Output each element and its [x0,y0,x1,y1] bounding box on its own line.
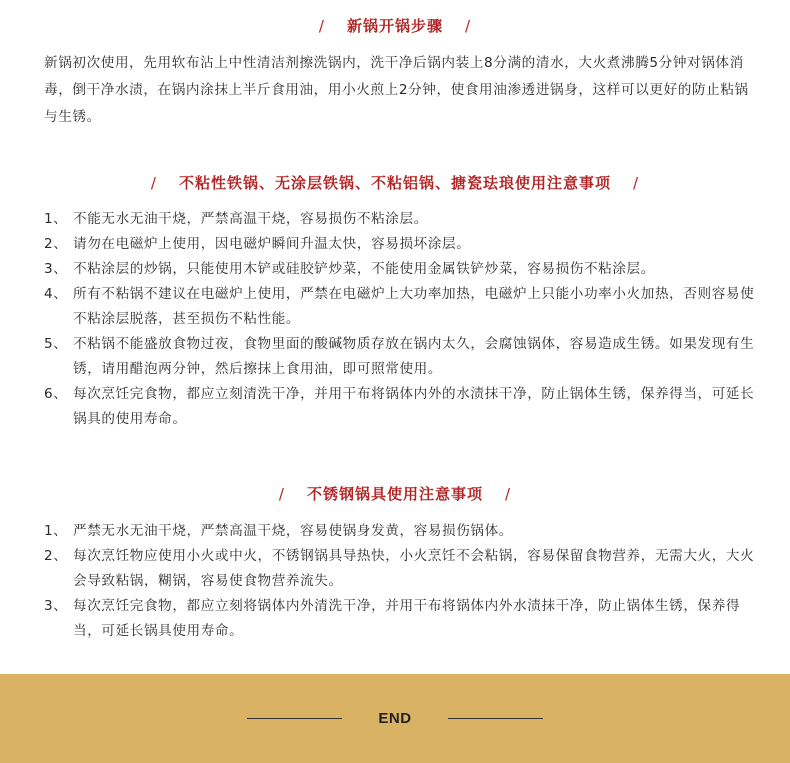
list-item [44,519,756,544]
opening-steps-paragraph: 新锅初次使用，先用软布沾上中性清洁剂擦洗锅内，洗干净后锅内装上8分满的清水，大火煮沸腾5分钟对锅体消毒，倒干净水渍，在锅内涂抹上半斤食用油，用小火煎上2分钟，使食用油渗透进锅身，这样可以更好的防止粘锅与生锈。 [44,55,749,125]
list-item-text: 每次烹饪物应使用小火或中火，不锈钢锅具导热快，小火烹饪不会粘锅，容易保留食物营养，无需大火，大火会导致粘锅，糊锅，容易使食物营养流失。 [73,548,755,589]
list-item-text: 请勿在电磁炉上使用，因电磁炉瞬间升温太快，容易损坏涂层。 [73,236,471,252]
heading-slash-right: / [633,174,640,192]
list-item [44,282,756,332]
section-title-text: 不粘性铁锅、无涂层铁锅、不粘铝锅、搪瓷珐琅使用注意事项 [178,174,611,192]
list-item-number: 1、 [44,523,68,539]
list-item-number: 4、 [44,286,68,302]
list-item-number: 1、 [44,211,68,227]
list-item-text: 每次烹饪完食物，都应立刻清洗干净，并用干布将锅体内外的水渍抹干净，防止锅体生锈，保养得当，可延长锅具的使用寿命。 [73,386,755,427]
heading-slash-left: / [318,17,325,35]
list-item-number: 3、 [44,598,68,614]
list-item-text: 所有不粘锅不建议在电磁炉上使用，严禁在电磁炉上大功率加热，电磁炉上只能小功率小火加热，否则容易使不粘涂层脱落，甚至损伤不粘性能。 [73,286,755,327]
end-label: END [378,709,412,727]
list-item-text: 每次烹饪完食物，都应立刻将锅体内外清洗干净，并用干布将锅体内外水渍抹干净，防止锅体生锈，保养得当，可延长锅具使用寿命。 [73,598,741,639]
list-item [44,257,756,282]
section-title-opening-steps [0,15,790,36]
section-title-text: 不锈钢锅具使用注意事项 [306,485,483,503]
list-item-number: 6、 [44,386,68,402]
list-item [44,232,756,257]
list-item [44,594,756,644]
list-item [44,382,756,432]
list-item [44,332,756,382]
stainless-notes-list [44,519,756,644]
list-item-number: 5、 [44,336,68,352]
heading-slash-left: / [278,485,285,503]
list-item [44,207,756,232]
heading-slash-right: / [465,17,472,35]
list-item-text: 不能无水无油干烧，严禁高温干烧，容易损伤不粘涂层。 [73,211,428,227]
section-title-nonstick-notes [0,172,790,193]
section-title-stainless-notes [0,483,790,504]
list-item [44,544,756,594]
end-divider-left [247,718,342,719]
list-item-text: 不粘涂层的炒锅，只能使用木铲或硅胶铲炒菜，不能使用金属铁铲炒菜，容易损伤不粘涂层。 [73,261,655,277]
end-divider-right [448,718,543,719]
list-item-number: 2、 [44,236,68,252]
heading-slash-left: / [150,174,157,192]
heading-slash-right: / [505,485,512,503]
list-item-number: 2、 [44,548,68,564]
section-title-text: 新锅开锅步骤 [346,17,443,35]
list-item-number: 3、 [44,261,68,277]
nonstick-notes-list [44,207,756,432]
end-marker [0,706,790,730]
list-item-text: 严禁无水无油干烧，严禁高温干烧，容易使锅身发黄，容易损伤锅体。 [73,523,514,539]
list-item-text: 不粘锅不能盛放食物过夜，食物里面的酸碱物质存放在锅内太久，会腐蚀锅体，容易造成生锈。如果发现有生锈，请用醋泡两分钟，然后擦抹上食用油，即可照常使用。 [73,336,755,377]
